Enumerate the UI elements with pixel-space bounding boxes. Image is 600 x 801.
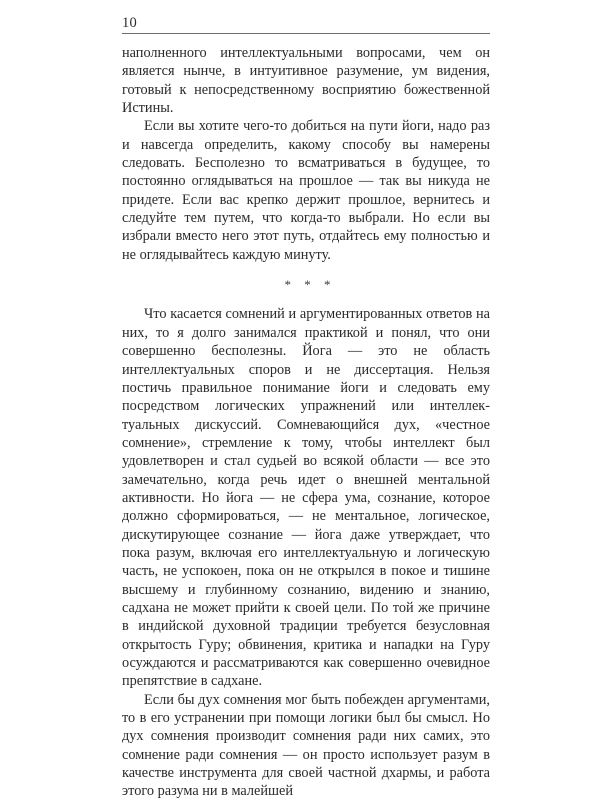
header-rule	[122, 33, 490, 34]
paragraph: Если бы дух сомнения мог быть побежден аргументами, то в его устранении при помощи логики был бы смысл. Но дух сомнения производит сомнения ради них самих, это сомнение ради сомнения — он просто использует разум в качестве инструмента для своей частной дхармы, и работа этого разума ни в малейшей	[122, 691, 490, 800]
section-separator: * * *	[284, 277, 336, 293]
page-number: 10	[122, 15, 137, 31]
paragraph: Если вы хотите чего-то добиться на пути йоги, надо раз и навсегда определить, какому способу вы намерены следовать. Бесполезно то всматриваться в будущее, то постоянно оглядываться на прошлое — так вы никуда не придете. Если вас крепко держит прошлое, вернитесь и следуйте тем путем, что когда-то выбрали. Но если вы избрали вместо него этот путь, отдайтесь ему полностью и не оглядывайтесь каждую минуту.	[122, 118, 490, 263]
page-header	[122, 14, 490, 34]
paragraph: наполненного интеллектуальными вопросами, чем он является нынче, в интуитивное разумение, ум видения, готовый к непосредственному восприятию божественной Истины.	[122, 45, 490, 117]
paragraph: Что касается сомнений и аргументированных ответов на них, то я долго занимался практикой и понял, что они совершенно бесполезны. Йога — это не область интеллектуальных споров и не диссертация. Нельзя постичь правильное понимание йоги и следовать ему посредством логических упражнений или интеллектуальных дискуссий. Сомневающийся дух, «честное сомнение», стремление к тому, чтобы интеллект был удовлетворен и стал судьей во всякой области — все это замечательно, когда речь идет о внешней ментальной активности. Но йога — не сфера ума, сознание, которое должно сформироваться, — не ментальное, логическое, дискутирующее сознание — йога даже утверждает, что пока разум, включая его интеллектуальную и логическую часть, не успокоен, пока он не открылся в покое и тишине высшему и глубинному сознанию, видению и знанию, садхана не может прийти к своей цели. По той же причине в индийской духовной традиции требуется безусловная открытость Гуру; обвинения, критика и нападки на Гуру осуждаются и рассматриваются как совершенно очевидное препятствие в садхане.	[122, 306, 490, 690]
page-body	[122, 44, 490, 801]
